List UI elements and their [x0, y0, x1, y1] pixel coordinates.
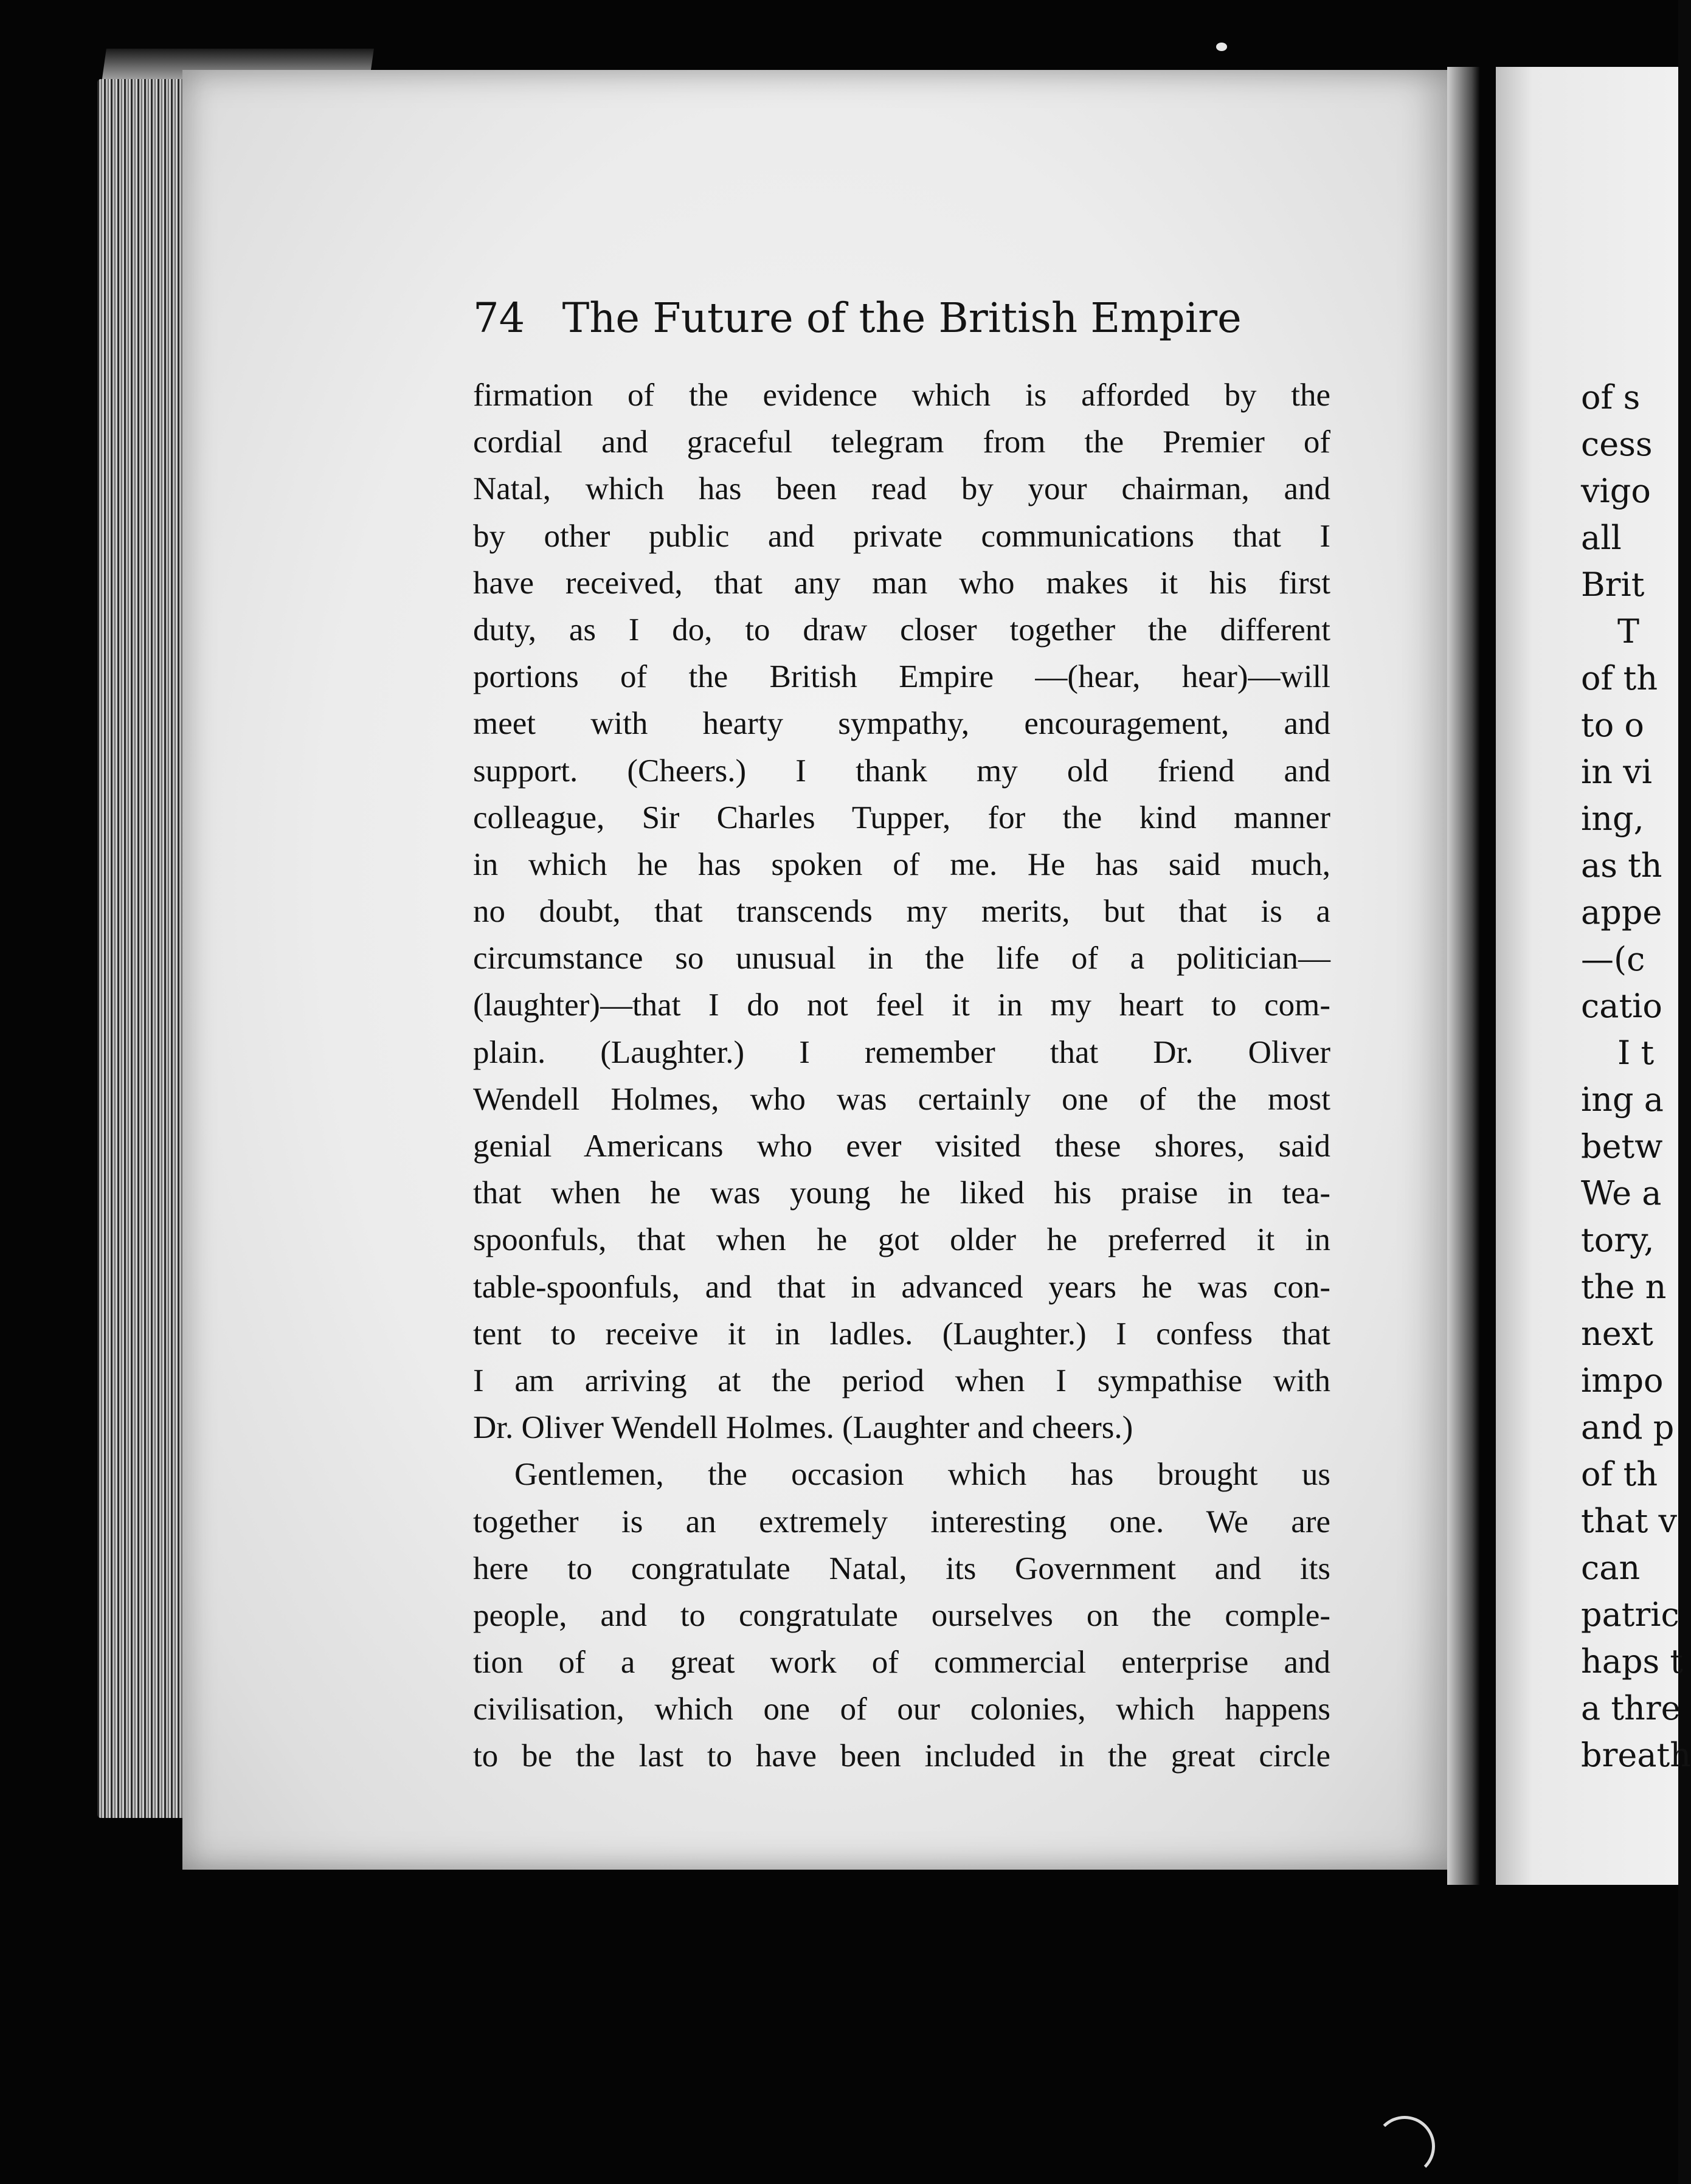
text-line: plain. (Laughter.) I remember that Dr. Oliver [473, 1034, 1330, 1070]
text-line: Dr. Oliver Wendell Holmes. (Laughter and cheers.) [473, 1410, 1133, 1446]
text-line: no doubt, that transcends my merits, but that is a [473, 894, 1330, 930]
text-line: table-spoonfuls, and that in advanced years he was con- [473, 1269, 1330, 1305]
text-line: that when he was young he liked his praise in tea- [473, 1175, 1330, 1211]
right-line: can [1581, 1549, 1641, 1587]
right-line: breath [1581, 1736, 1691, 1774]
right-line: catio [1581, 987, 1662, 1025]
right-line: of th [1581, 659, 1658, 697]
text-line: I am arriving at the period when I sympathise with [473, 1363, 1330, 1398]
text-line: genial Americans who ever visited these shores, said [473, 1128, 1330, 1164]
right-line: vigo [1581, 472, 1651, 510]
text-line: meet with hearty sympathy, encouragement, and [473, 706, 1330, 742]
right-line: We a [1581, 1174, 1662, 1212]
right-line: haps t [1581, 1642, 1684, 1681]
page-header [473, 294, 1264, 349]
text-line: civilisation, which one of our colonies, which happens [473, 1692, 1330, 1727]
right-line: ing, [1581, 800, 1644, 838]
text-line: tent to receive it in ladles. (Laughter.) I confess that [473, 1316, 1330, 1352]
right-page-text [1581, 374, 1691, 1778]
text-line: spoonfuls, that when he got older he preferred it in [473, 1222, 1330, 1258]
text-line: have received, that any man who makes it his first [473, 565, 1330, 601]
dust-speck [1216, 43, 1227, 51]
right-line: impo [1581, 1361, 1664, 1400]
text-line: support. (Cheers.) I thank my old friend and [473, 753, 1330, 789]
right-line: all [1581, 519, 1622, 557]
text-line: portions of the British Empire —(hear, hear)—will [473, 659, 1330, 695]
right-line: patric [1581, 1595, 1679, 1634]
text-line: Gentlemen, the occasion which has brought us [514, 1457, 1330, 1493]
right-line: next [1581, 1315, 1653, 1353]
text-line: (laughter)—that I do not feel it in my heart to com- [473, 987, 1330, 1023]
right-line: appe [1581, 893, 1662, 931]
right-line: cess [1581, 425, 1653, 463]
text-line: Natal, which has been read by your chairman, and [473, 471, 1330, 507]
right-line: betw [1581, 1127, 1663, 1166]
right-line: Brit [1581, 565, 1645, 604]
right-line: of s [1581, 378, 1641, 416]
right-line: and p [1581, 1408, 1675, 1446]
text-line: here to congratulate Natal, its Government and its [473, 1550, 1330, 1586]
scan-artifact [1374, 2116, 1435, 2177]
book-gutter [1447, 67, 1502, 1885]
text-line: tion of a great work of commercial enterprise and [473, 1645, 1330, 1681]
text-line: Wendell Holmes, who was certainly one of the most [473, 1081, 1330, 1117]
right-line: as th [1581, 846, 1662, 885]
text-line: duty, as I do, to draw closer together the different [473, 612, 1330, 648]
right-line: ing a [1581, 1080, 1664, 1119]
right-line: tory, [1581, 1221, 1655, 1259]
text-line: by other public and private communications that I [473, 518, 1330, 554]
right-line: T [1617, 612, 1640, 651]
page-number: 74 [473, 294, 525, 342]
text-line: colleague, Sir Charles Tupper, for the kind manner [473, 800, 1330, 835]
right-line: in vi [1581, 753, 1652, 791]
text-line: people, and to congratulate ourselves on the comple- [473, 1597, 1330, 1633]
page-edges [97, 79, 188, 1818]
text-line: in which he has spoken of me. He has said much, [473, 846, 1330, 882]
text-line: cordial and graceful telegram from the Premier of [473, 424, 1330, 460]
right-page [1496, 67, 1691, 1885]
running-title: The Future of the British Empire [562, 294, 1242, 342]
right-line: to o [1581, 706, 1644, 744]
right-line: of th [1581, 1455, 1658, 1493]
right-line: a thre [1581, 1689, 1681, 1727]
body-text [473, 372, 1330, 1780]
text-line: together is an extremely interesting one. We are [473, 1504, 1330, 1540]
text-line: firmation of the evidence which is afforded by the [473, 378, 1330, 413]
right-line: I t [1617, 1034, 1655, 1072]
right-line: —(c [1581, 940, 1645, 978]
text-line: circumstance so unusual in the life of a politician— [473, 941, 1330, 976]
right-line: that v [1581, 1502, 1678, 1540]
text-line: to be the last to have been included in the great circle [473, 1738, 1330, 1774]
right-line: the n [1581, 1268, 1667, 1306]
